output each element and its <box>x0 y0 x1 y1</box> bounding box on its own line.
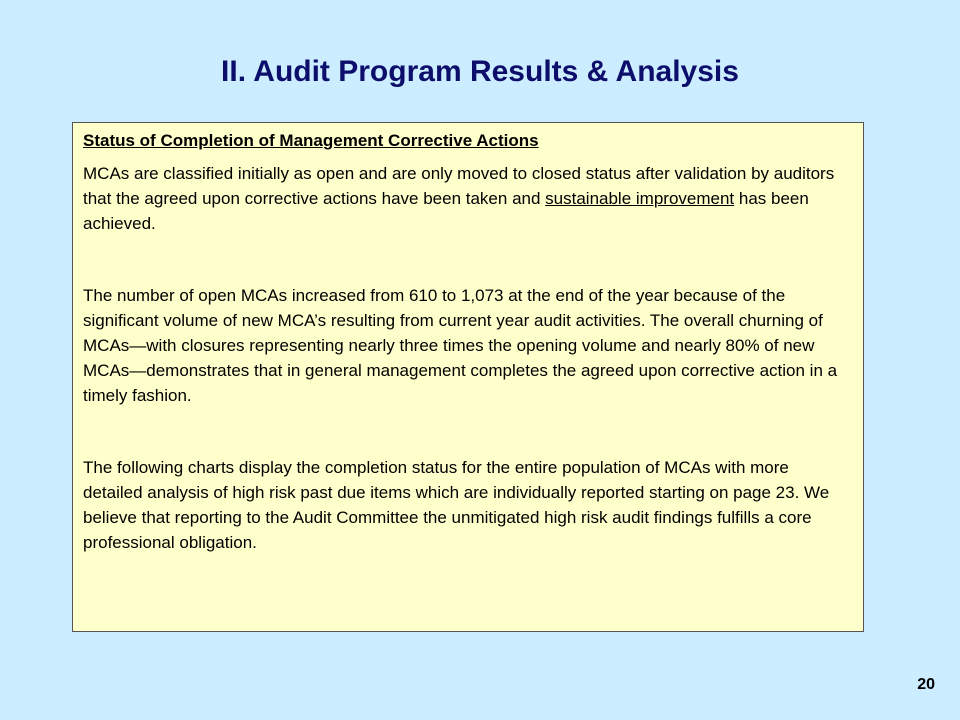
paragraph-classification-end: has been achieved. <box>83 189 809 233</box>
paragraph-open-mcas: The number of open MCAs increased from 610 to 1,073 at the end of the year because of the significant volume of new MCA’s resulting from current year audit activities. The overall churning of MCAs—with closures representing nearly three times the opening volume and nearly 80% of new MCAs—demonstrates that in general management completes the agreed upon corrective action in a timely fashion. <box>83 286 838 405</box>
box-heading: Status of Completion of Management Corrective Actions <box>83 131 539 150</box>
page-number: 20 <box>917 676 935 693</box>
slide-title: II. Audit Program Results & Analysis <box>221 55 739 88</box>
paragraph-charts-intro: The following charts display the completion status for the entire population of MCAs with more detailed analysis of high risk past due items which are individually reported starting on page 23. We believe that reporting to the Audit Committee the unmitigated high risk audit findings fulfills a core professional obligation. <box>83 458 830 552</box>
sustainable-improvement-text: sustainable improvement <box>545 189 735 208</box>
paragraph-classification-text: MCAs are classified initially as open and are only moved to closed status after validation by auditors that the agreed upon corrective actions have been taken and <box>83 164 835 208</box>
content-box <box>72 122 864 632</box>
paragraph-classification <box>83 161 853 236</box>
